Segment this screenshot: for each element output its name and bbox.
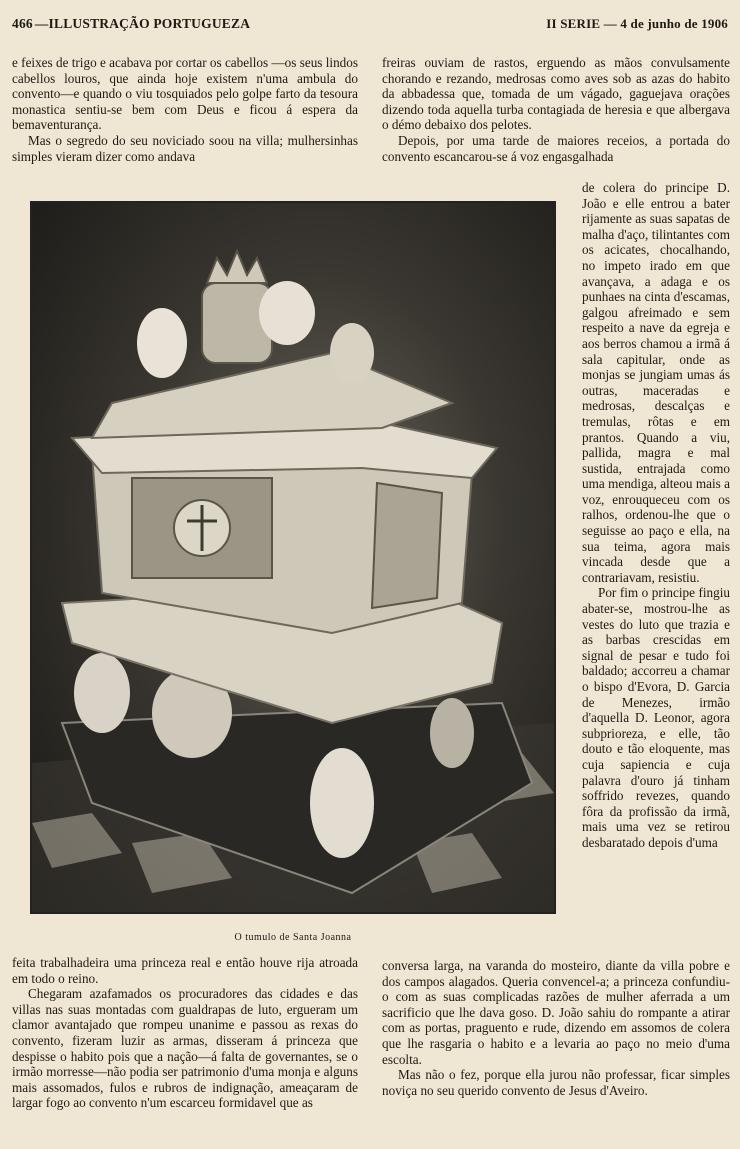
- paragraph: Por fim o principe fingiu abater-se, mostrou-lhe as vestes do luto que trazia e as barbas crescidas em signal de pesar e tudo foi baldado; accorreu a chamar o bispo d'Evora, D. Garcia de Menezes, irmão d'aquella D. Leonor, agora subprioreza, e elle, tão douto e tão eloquente, mas cuja sapiencia e cuja palavra d'ouro já tinham soffrido revezes, quando fôra da profissão da irmã, mais uma vez se retirou desbaratado depois d'uma: [582, 585, 730, 850]
- tomb-illustration: [32, 203, 554, 912]
- support-figure-right: [430, 698, 474, 768]
- publication-title: —ILLUSTRAÇÃO PORTUGUEZA: [34, 16, 251, 31]
- text-column-left-top: [12, 55, 358, 164]
- paragraph: feita trabalhadeira uma princeza real e então houve rija atroada em todo o reino.: [12, 955, 358, 986]
- page-header: [12, 12, 728, 36]
- support-figure-front: [310, 748, 374, 858]
- paragraph: e feixes de trigo e acabava por cortar os cabellos —os seus lindos cabellos louros, que ainda hoje existem n'uma ambula do convento—e quando o viu tosquiados pelo golpe farto da tesoura monastica sentiu-se bem com Deus e ficou á espera da bemaventurança.: [12, 55, 358, 133]
- support-figure-left: [74, 653, 130, 733]
- paragraph: Mas não o fez, porque ella jurou não professar, ficar simples noviça no seu querido convento de Jesus d'Aveiro.: [382, 1067, 730, 1098]
- text-column-bottom-left: [12, 955, 358, 1111]
- crown: [207, 251, 267, 283]
- paragraph: Mas o segredo do seu noviciado soou na villa; mulhersinhas simples vieram dizer como andava: [12, 132, 358, 164]
- figure-caption: O tumulo de Santa Joanna: [234, 932, 352, 943]
- paragraph: freiras ouviam de rastos, erguendo as mãos convulsamente chorando e rezando, medrosas como aves sob as azas do habito da abbadessa que, tomada de um vágado, gaguejava orações dizendo toda aquella turba contagiada de heresia e que albergava o démo debaixo dos pelotes.: [382, 55, 730, 133]
- paragraph: de colera do principe D. João e elle entrou a bater rijamente as suas sapatas de malha d'aço, tilintantes com os acicates, chocalhando, no impeto irado em que avançava, a adaga e os punhaes na cinta d'escamas, galgou afreimado e sem respeito a nave da egreja e aos berros chamou a irmã á sala capitular, onde as monjas se jungiam umas ás outras, maceradas e medrosas, descalças e tremulas, rôtas e em prantos. Quando a viu, pallida, magra e mal sustida, entrajada como uma mendiga, alteou mais a voz, enrouqueceu com os ralhos, ordenou-lhe que o seguisse ao paço e ella, na sua teima, agora mais vincada desde que a contrariavam, resistiu.: [582, 180, 730, 585]
- side-panel: [372, 483, 442, 608]
- issue-date: II SERIE — 4 de junho de 1906: [546, 16, 728, 31]
- paragraph: Chegaram azafamados os procuradores das cidades e das villas nas suas montadas com gualdrapas de luto, ergueram um clamor avantajado que rompeu unanime e passou as rexas do convento, fizeram luzir as armas, disseram á princeza que despisse o habito pois que a nação—á falta de governantes, se o irmão morresse—não podia ser patrimonio d'uma monja e alguns mais assomados, fulos e rubros de indignação, ameaçaram de largar fogo ao convento n'um escarceu formidavel que as: [12, 986, 358, 1111]
- angel-right: [330, 323, 374, 383]
- text-column-right-narrow: [582, 180, 730, 851]
- paragraph: Depois, por uma tarde de maiores receios, a portada do convento escancarou-se á voz engasgalhada: [382, 132, 730, 164]
- paragraph: conversa larga, na varanda do mosteiro, diante da villa pobre e dos campos alagados. Queria convencel-a; a princeza confundiu-o com as suas complicadas razões de mulher aferrada a um sacrificio que lhe dava goso. D. João sahiu do rompante a atirar com as portas, praguento e rude, dizendo em assomos de colera que lhe rasgaria o habito e a levaria ao paço no meio d'uma escolta.: [382, 958, 730, 1067]
- angel-centre: [259, 281, 315, 345]
- text-column-bottom-right: [382, 958, 730, 1098]
- header-left: [12, 16, 250, 32]
- angel-left: [137, 308, 187, 378]
- text-column-right-top: [382, 55, 730, 164]
- page-number: 466: [12, 16, 33, 31]
- tomb-photograph: [30, 201, 556, 914]
